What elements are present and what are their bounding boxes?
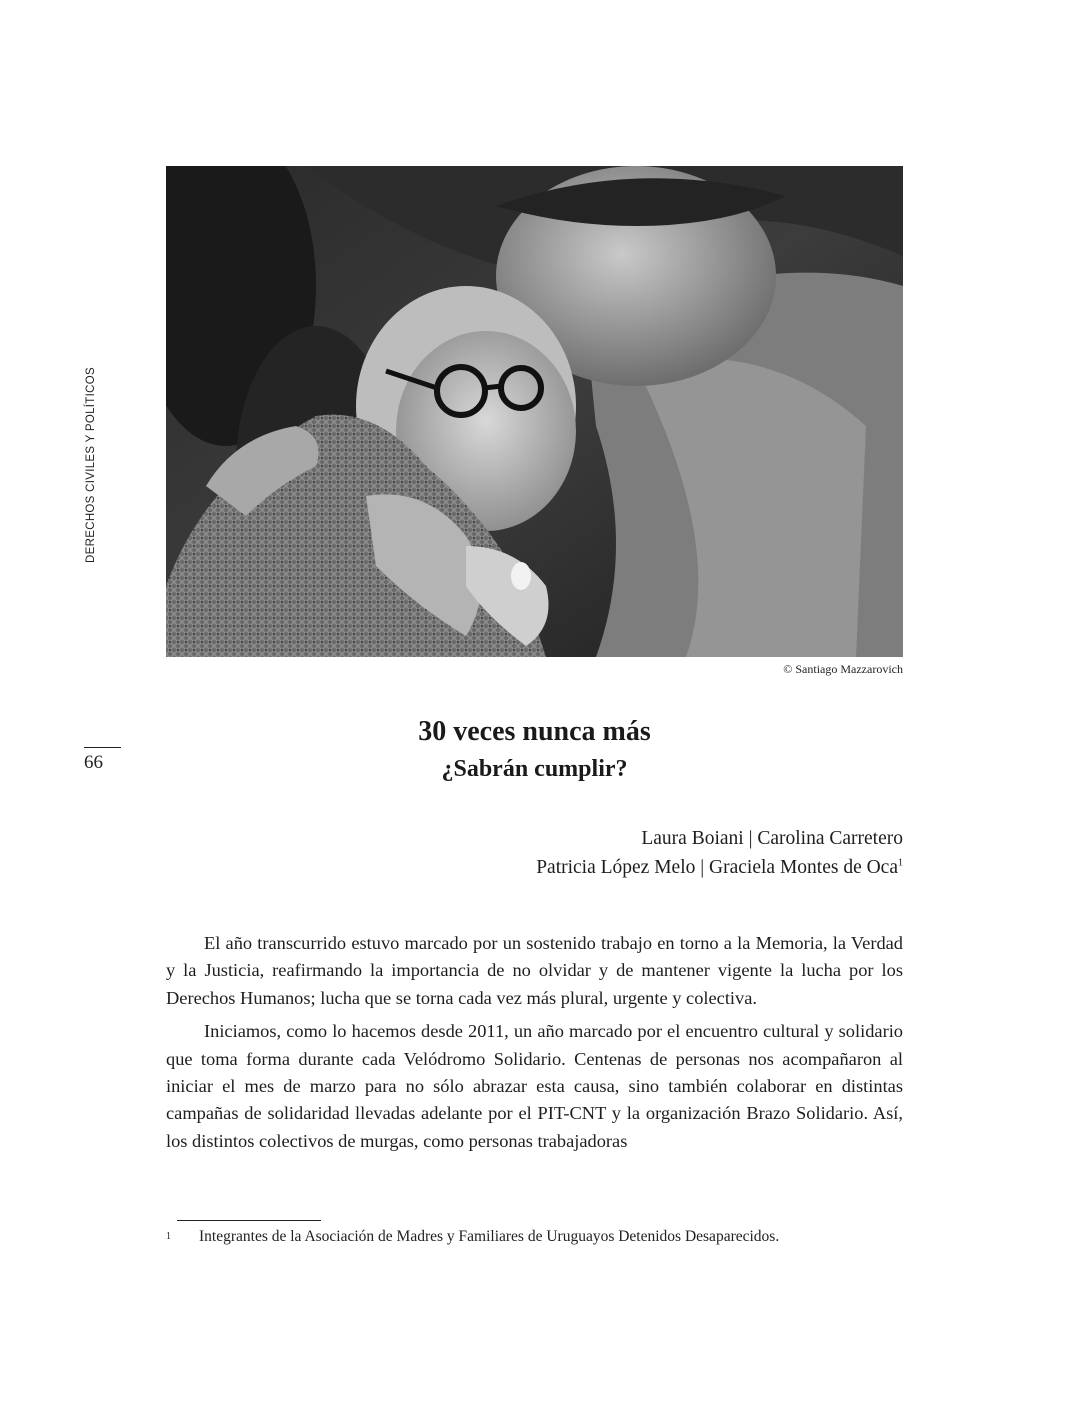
article-photo xyxy=(166,166,903,657)
footnote-text: Integrantes de la Asociación de Madres y Familiares de Uruguayos Detenidos Desaparecidos. xyxy=(199,1228,780,1245)
authors-line-2-text: Patricia López Melo | Graciela Montes de Oca xyxy=(536,857,898,878)
article-body xyxy=(166,930,903,1161)
authors-line-1: Laura Boiani | Carolina Carretero xyxy=(641,828,903,849)
page-number-rule xyxy=(84,747,121,748)
authors-line-2 xyxy=(300,853,903,882)
footnote-mark: 1 xyxy=(166,1231,171,1242)
footnote-reference[interactable]: 1 xyxy=(898,857,903,869)
body-paragraph: El año transcurrido estuvo marcado por un sostenido trabajo en torno a la Memoria, la Verdad y la Justicia, reafirmando la importancia de no olvidar y de mantener vigente la lucha por los Derechos Humanos; lucha que se torna cada vez más plural, urgente y colectiva. xyxy=(166,933,903,1008)
body-paragraph: Iniciamos, como lo hacemos desde 2011, un año marcado por el encuentro cultural y solidario que toma forma durante cada Velódromo Solidario. Centenas de personas nos acompañaron al iniciar el mes de marzo para no sólo abrazar esta causa, sino también colaborar en distintas campañas de solidaridad llevadas adelante por el PIT-CNT y la organización Brazo Solidario. Así, los distintos colectivos de murgas, como personas trabajadoras xyxy=(166,1021,903,1151)
article-authors xyxy=(300,824,903,882)
photo-credit: © Santiago Mazzarovich xyxy=(783,662,903,676)
section-side-label: DERECHOS CIVILES Y POLÍTICOS xyxy=(85,367,97,563)
article-subtitle: ¿Sabrán cumplir? xyxy=(441,756,628,782)
article-title: 30 veces nunca más xyxy=(418,716,651,747)
footnote-separator xyxy=(177,1220,321,1221)
page-number: 66 xyxy=(84,752,103,773)
